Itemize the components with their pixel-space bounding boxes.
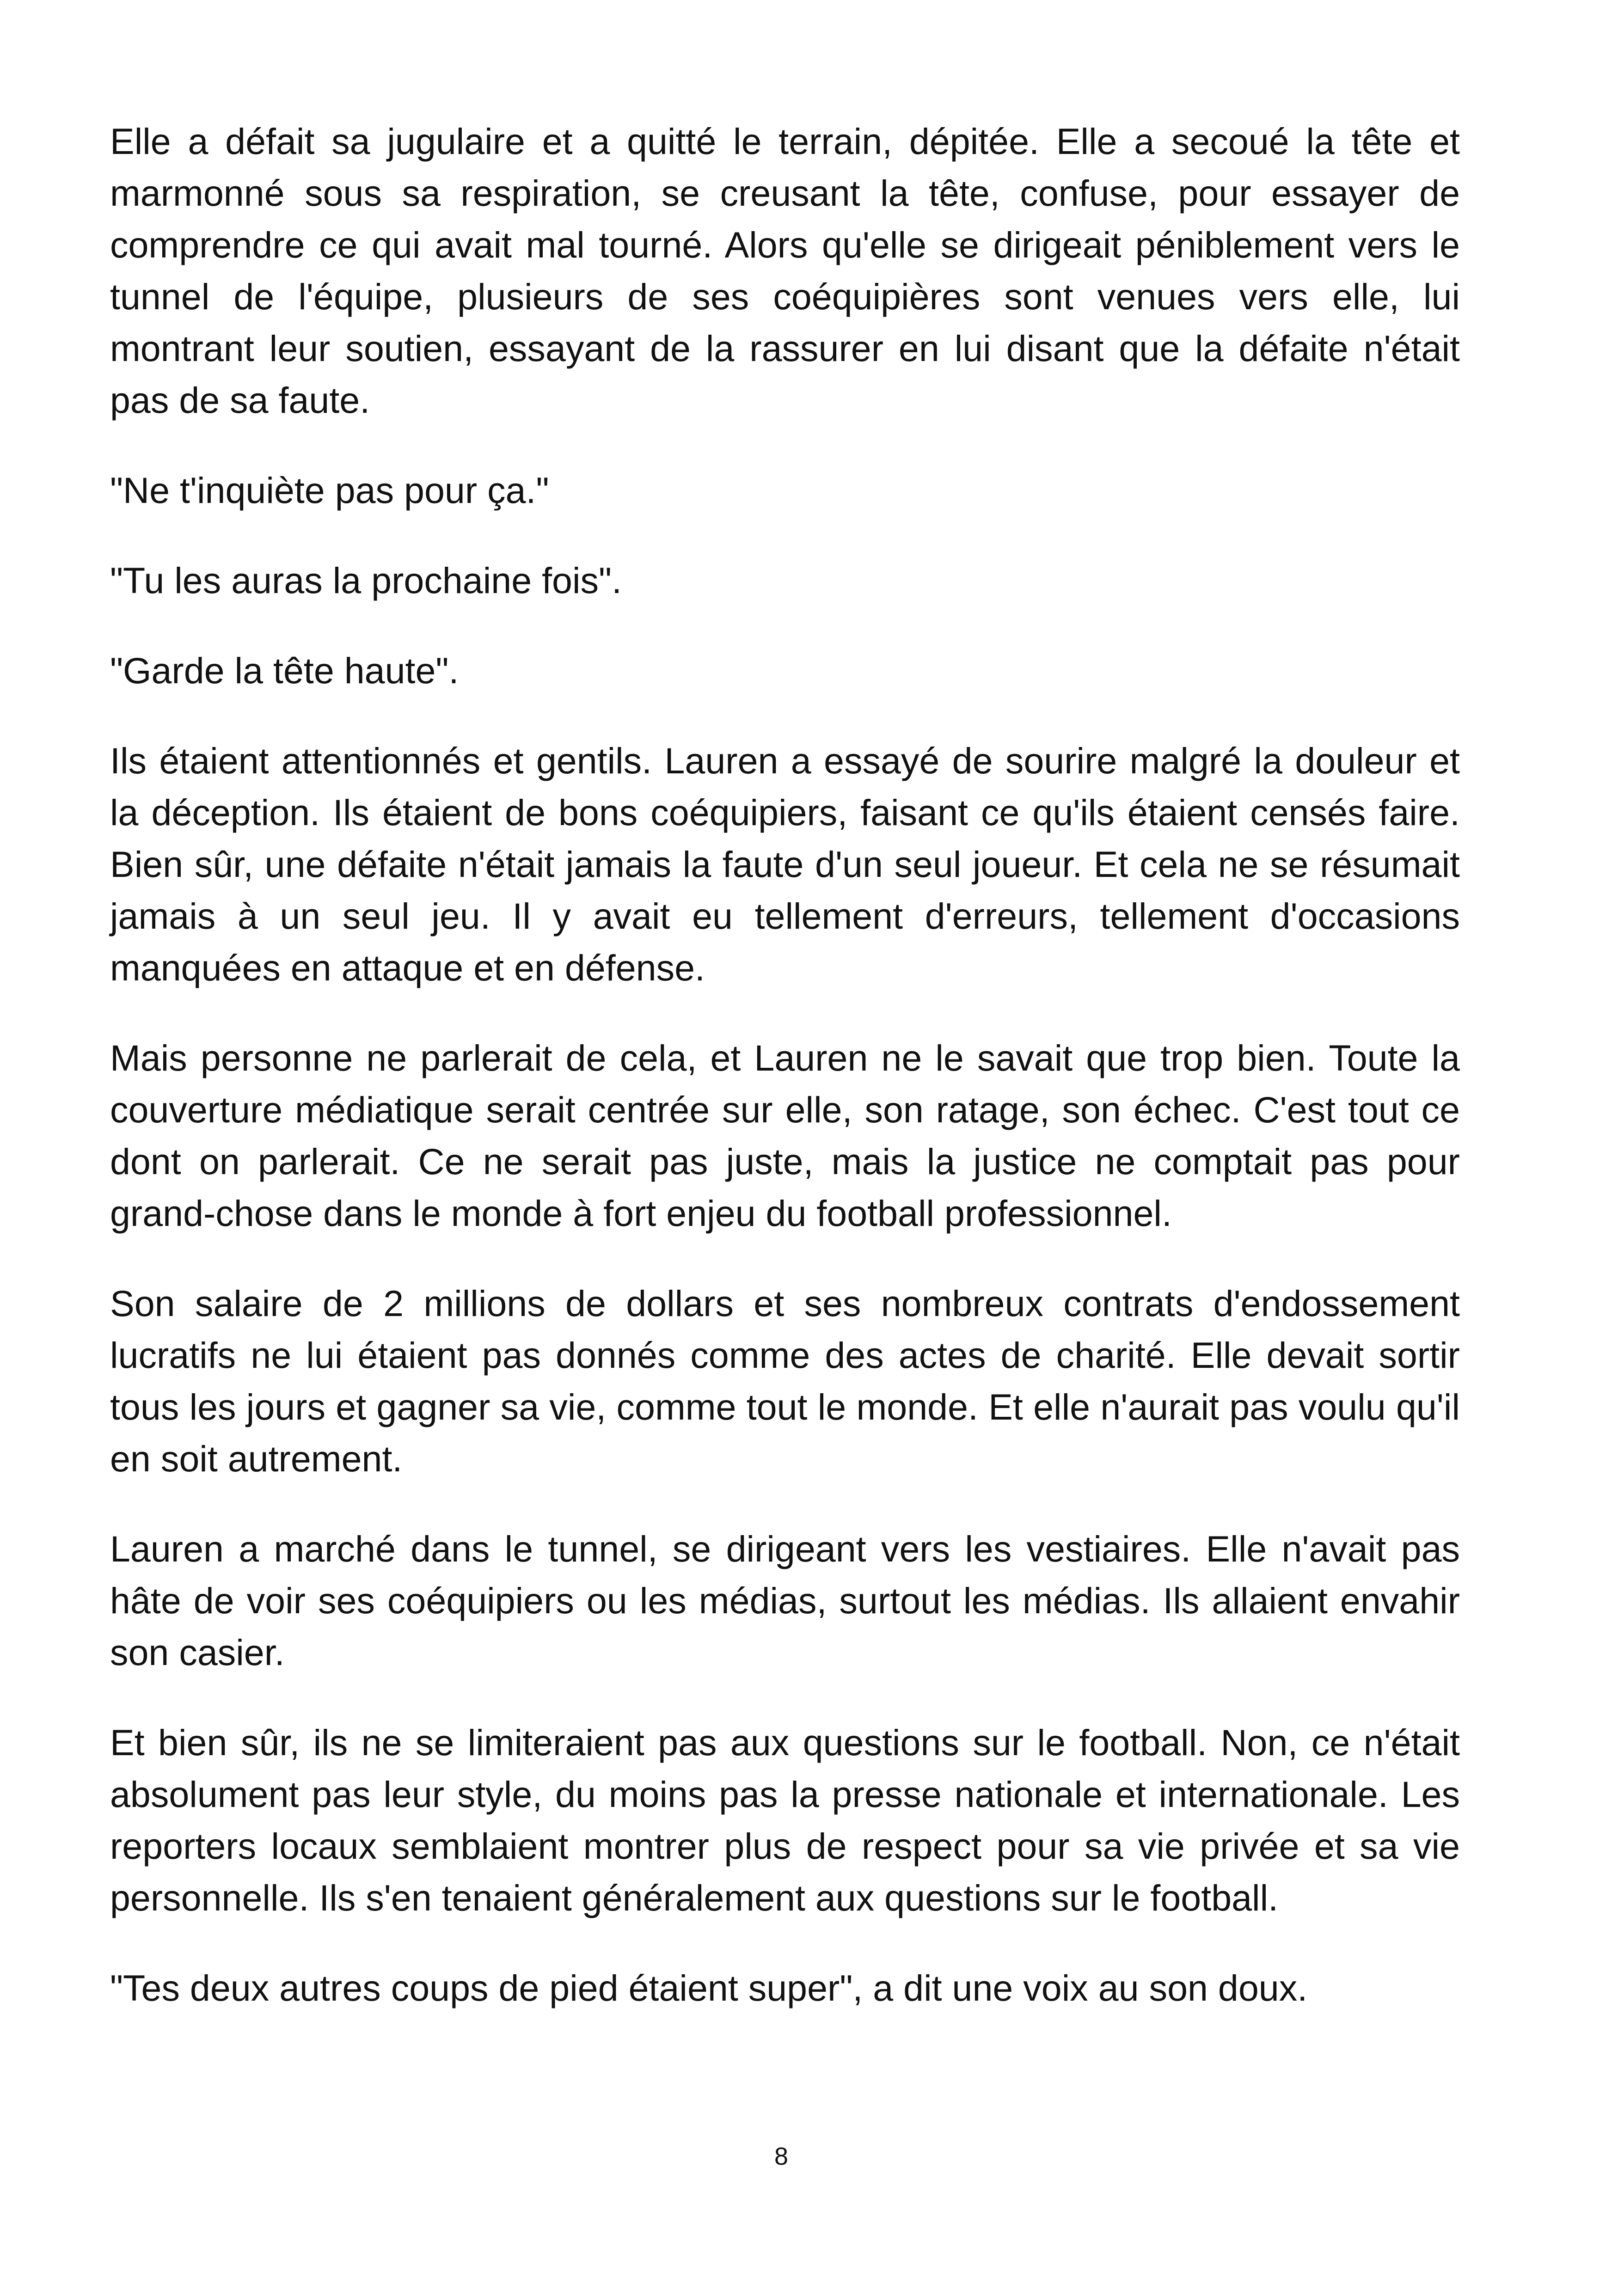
paragraph-8: Lauren a marché dans le tunnel, se dirigeant vers les vestiaires. Elle n'avait pas hâte de voir ses coéquipiers ou les médias, surtout les médias. Ils allaient envahir son casier. (110, 1528, 1460, 1673)
body-text (110, 116, 1460, 2052)
paragraph-4: "Garde la tête haute". (110, 650, 459, 691)
paragraph-9: Et bien sûr, ils ne se limiteraient pas aux questions sur le football. Non, ce n'était absolument pas leur style, du moins pas la presse nationale et internationale. Les reporters locaux semblaient montrer plus de respect pour sa vie privée et sa vie personnelle. Ils s'en tenaient généralement aux questions sur le football. (110, 1722, 1460, 1918)
paragraph-6: Mais personne ne parlerait de cela, et Lauren ne le savait que trop bien. Toute la couverture médiatique serait centrée sur elle, son ratage, son échec. C'est tout ce dont on parlerait. Ce ne serait pas juste, mais la justice ne comptait pas pour grand-chose dans le monde à fort enjeu du football professionnel. (110, 1037, 1460, 1234)
paragraph-2: "Ne t'inquiète pas pour ça." (110, 470, 549, 511)
paragraph-1: Elle a défait sa jugulaire et a quitté le terrain, dépitée. Elle a secoué la tête et marmonné sous sa respiration, se creusant la tête, confuse, pour essayer de comprendre ce qui avait mal tourné. Alors qu'elle se dirigeait péniblement vers le tunnel de l'équipe, plusieurs de ses coéquipières sont venues vers elle, lui montrant leur soutien, essayant de la rassurer en lui disant que la défaite n'était pas de sa faute. (110, 121, 1460, 421)
paragraph-10: "Tes deux autres coups de pied étaient super", a dit une voix au son doux. (110, 1967, 1308, 2008)
paragraph-7: Son salaire de 2 millions de dollars et ses nombreux contrats d'endossement lucratifs ne lui étaient pas donnés comme des actes de charité. Elle devait sortir tous les jours et gagner sa vie, comme tout le monde. Et elle n'aurait pas voulu qu'il en soit autrement. (110, 1283, 1460, 1479)
paragraph-5: Ils étaient attentionnés et gentils. Lauren a essayé de sourire malgré la douleur et la déception. Ils étaient de bons coéquipiers, faisant ce qu'ils étaient censés faire. Bien sûr, une défaite n'était jamais la faute d'un seul joueur. Et cela ne se résumait jamais à un seul jeu. Il y avait eu tellement d'erreurs, tellement d'occasions manquées en attaque et en défense. (110, 740, 1460, 988)
paragraph-3: "Tu les auras la prochaine fois". (110, 560, 622, 601)
page-number: 8 (774, 2143, 789, 2170)
